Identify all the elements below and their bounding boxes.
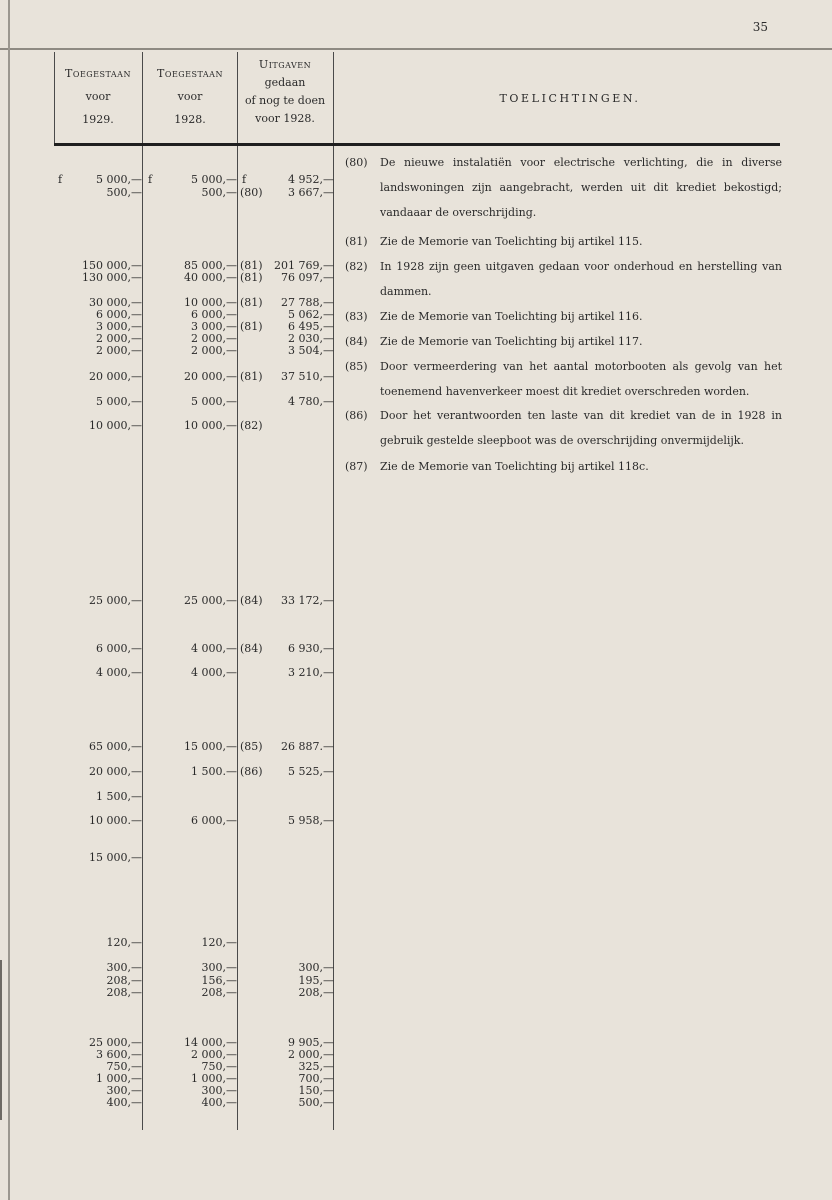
amount-1929: 400,— xyxy=(106,1096,142,1109)
currency-col-1: f xyxy=(58,173,63,186)
note-ref: (80) xyxy=(240,186,263,199)
amount-1928: 1 000,— xyxy=(191,1072,237,1085)
amount-spent: 2 000,— xyxy=(288,1048,334,1061)
header-col-2-line3: 1928. xyxy=(174,113,206,126)
note-tag: (85) xyxy=(345,360,368,373)
header-col-3-line4: voor 1928. xyxy=(255,112,315,125)
currency-col-2: f xyxy=(148,173,153,186)
amount-1929: 500,— xyxy=(106,186,142,199)
note-ref: (81) xyxy=(240,296,263,309)
amount-1928: 4 000,— xyxy=(191,666,237,679)
amount-1929: 6 000,— xyxy=(96,308,142,321)
amount-1929: 3 600,— xyxy=(96,1048,142,1061)
amount-spent: 195,— xyxy=(298,974,334,987)
amount-1929: 208,— xyxy=(106,974,142,987)
note-ref: (82) xyxy=(240,419,263,432)
note-ref: (81) xyxy=(240,370,263,383)
note-ref: (84) xyxy=(240,642,263,655)
note-ref: (86) xyxy=(240,765,263,778)
amount-spent: 6 495,— xyxy=(288,320,334,333)
amount-1928: 4 000,— xyxy=(191,642,237,655)
amount-spent: 150,— xyxy=(298,1084,334,1097)
note-ref: (84) xyxy=(240,594,263,607)
note-tag: (81) xyxy=(345,235,368,248)
amount-1929: 1 500,— xyxy=(96,790,142,803)
header-col-3-title: Uitgaven xyxy=(258,58,312,71)
amount-1928: 14 000,— xyxy=(184,1036,237,1049)
header-col-3-line3: of nog te doen xyxy=(244,94,326,107)
page-top-edge xyxy=(0,48,832,50)
column-rule xyxy=(54,52,55,144)
amount-1928: 6 000,— xyxy=(191,814,237,827)
amount-spent: 2 030,— xyxy=(288,332,334,345)
amount-1928: 6 000,— xyxy=(191,308,237,321)
amount-1929: 5 000,— xyxy=(96,395,142,408)
note-ref: (81) xyxy=(240,271,263,284)
amount-spent: 4 780,— xyxy=(288,395,334,408)
amount-1929: 20 000,— xyxy=(89,370,142,383)
amount-1928: 15 000,— xyxy=(184,740,237,753)
amount-spent: 201 769,— xyxy=(274,259,334,272)
column-rule xyxy=(237,52,238,1130)
note-text: Zie de Memorie van Toelichting bij artikel 118c. xyxy=(380,460,649,473)
amount-1929: 25 000,— xyxy=(89,594,142,607)
amount-1928: 10 000,— xyxy=(184,296,237,309)
amount-1929: 2 000,— xyxy=(96,332,142,345)
amount-1929: 150 000,— xyxy=(82,259,142,272)
page-left-edge-dark xyxy=(0,960,2,1120)
amount-1929: 130 000,— xyxy=(82,271,142,284)
amount-spent: 33 172,— xyxy=(281,594,334,607)
amount-1929: 15 000,— xyxy=(89,851,142,864)
amount-1928: 3 000,— xyxy=(191,320,237,333)
note-text: In 1928 zijn geen uitgaven gedaan voor onderhoud en herstelling van dammen. xyxy=(380,260,782,298)
amount-1929: 10 000.— xyxy=(89,814,142,827)
amount-1929: 4 000,— xyxy=(96,666,142,679)
amount-1929: 300,— xyxy=(106,961,142,974)
amount-1928: 5 000,— xyxy=(191,173,237,186)
amount-1929: 20 000,— xyxy=(89,765,142,778)
header-rule xyxy=(54,143,780,146)
amount-1929: 300,— xyxy=(106,1084,142,1097)
amount-1929: 3 000,— xyxy=(96,320,142,333)
amount-1929: 2 000,— xyxy=(96,344,142,357)
amount-1928: 2 000,— xyxy=(191,1048,237,1061)
header-col-2 xyxy=(144,62,236,131)
amount-spent: 700,— xyxy=(298,1072,334,1085)
note-tag: (84) xyxy=(345,335,368,348)
amount-spent: 5 958,— xyxy=(288,814,334,827)
header-col-1-title: Toegestaan xyxy=(65,67,131,80)
header-toelichtingen: TOELICHTINGEN. xyxy=(499,92,641,105)
amount-spent: 500,— xyxy=(298,1096,334,1109)
currency-col-3: f xyxy=(242,173,247,186)
note-ref: (85) xyxy=(240,740,263,753)
amount-1928: 10 000,— xyxy=(184,419,237,432)
header-col-1-line3: 1929. xyxy=(82,113,114,126)
amount-spent: 3 504,— xyxy=(288,344,334,357)
amount-1929: 10 000,— xyxy=(89,419,142,432)
column-rule xyxy=(142,52,143,1130)
amount-spent: 5 062,— xyxy=(288,308,334,321)
header-col-3-line2: gedaan xyxy=(264,76,306,89)
amount-spent: 300,— xyxy=(298,961,334,974)
amount-1929: 208,— xyxy=(106,986,142,999)
amount-spent: 5 525,— xyxy=(288,765,334,778)
page-left-edge xyxy=(8,0,10,1200)
note-ref: (81) xyxy=(240,259,263,272)
amount-spent: 76 097,— xyxy=(281,271,334,284)
amount-spent: 27 788,— xyxy=(281,296,334,309)
amount-1928: 40 000,— xyxy=(184,271,237,284)
amount-1928: 20 000,— xyxy=(184,370,237,383)
note-tag: (87) xyxy=(345,460,368,473)
amount-1929: 1 000,— xyxy=(96,1072,142,1085)
header-col-1-line2: voor xyxy=(85,90,111,103)
amount-1928: 85 000,— xyxy=(184,259,237,272)
note-tag: (80) xyxy=(345,156,368,169)
amount-1928: 750,— xyxy=(201,1060,237,1073)
header-col-1 xyxy=(56,62,140,131)
amount-spent: 26 887.— xyxy=(281,740,334,753)
note-tag: (82) xyxy=(345,260,368,273)
amount-1929: 25 000,— xyxy=(89,1036,142,1049)
amount-1928: 25 000,— xyxy=(184,594,237,607)
amount-1928: 300,— xyxy=(201,1084,237,1097)
amount-spent: 208,— xyxy=(298,986,334,999)
amount-spent: 37 510,— xyxy=(281,370,334,383)
amount-spent: 6 930,— xyxy=(288,642,334,655)
header-col-2-title: Toegestaan xyxy=(157,67,223,80)
amount-1928: 156,— xyxy=(201,974,237,987)
note-text: De nieuwe instalatiën voor electrische verlichting, die in diverse landswoningen zijn aangebracht, werden uit dit krediet bekostigd; vandaaar de overschrijding. xyxy=(380,156,782,219)
amount-1928: 208,— xyxy=(201,986,237,999)
amount-1929: 120,— xyxy=(106,936,142,949)
amount-spent: 3 210,— xyxy=(288,666,334,679)
note-text: Zie de Memorie van Toelichting bij artikel 115. xyxy=(380,235,643,248)
note-text: Zie de Memorie van Toelichting bij artikel 116. xyxy=(380,310,643,323)
amount-1929: 5 000,— xyxy=(96,173,142,186)
amount-1928: 300,— xyxy=(201,961,237,974)
amount-1928: 1 500.— xyxy=(191,765,237,778)
amount-1928: 500,— xyxy=(201,186,237,199)
amount-1929: 6 000,— xyxy=(96,642,142,655)
amount-1928: 5 000,— xyxy=(191,395,237,408)
amount-spent: 325,— xyxy=(298,1060,334,1073)
amount-spent: 3 667,— xyxy=(288,186,334,199)
note-text: Zie de Memorie van Toelichting bij artikel 117. xyxy=(380,335,643,348)
header-col-3 xyxy=(238,56,332,128)
amount-1928: 2 000,— xyxy=(191,344,237,357)
amount-1928: 2 000,— xyxy=(191,332,237,345)
amount-1928: 120,— xyxy=(201,936,237,949)
note-text: Door vermeerdering van het aantal motorbooten als gevolg van het toenemend havenverkeer moest dit krediet overschreden worden. xyxy=(380,360,782,398)
header-col-2-line2: voor xyxy=(177,90,203,103)
page-number: 35 xyxy=(752,20,768,34)
amount-1928: 400,— xyxy=(201,1096,237,1109)
amount-1929: 30 000,— xyxy=(89,296,142,309)
amount-1929: 750,— xyxy=(106,1060,142,1073)
note-tag: (83) xyxy=(345,310,368,323)
amount-spent: 9 905,— xyxy=(288,1036,334,1049)
note-tag: (86) xyxy=(345,409,368,422)
note-text: Door het verantwoorden ten laste van dit krediet van de in 1928 in gebruik gestelde sleepboot was de overschrijding onvermijdelijk. xyxy=(380,409,782,447)
note-ref: (81) xyxy=(240,320,263,333)
amount-1929: 65 000,— xyxy=(89,740,142,753)
amount-spent: 4 952,— xyxy=(288,173,334,186)
